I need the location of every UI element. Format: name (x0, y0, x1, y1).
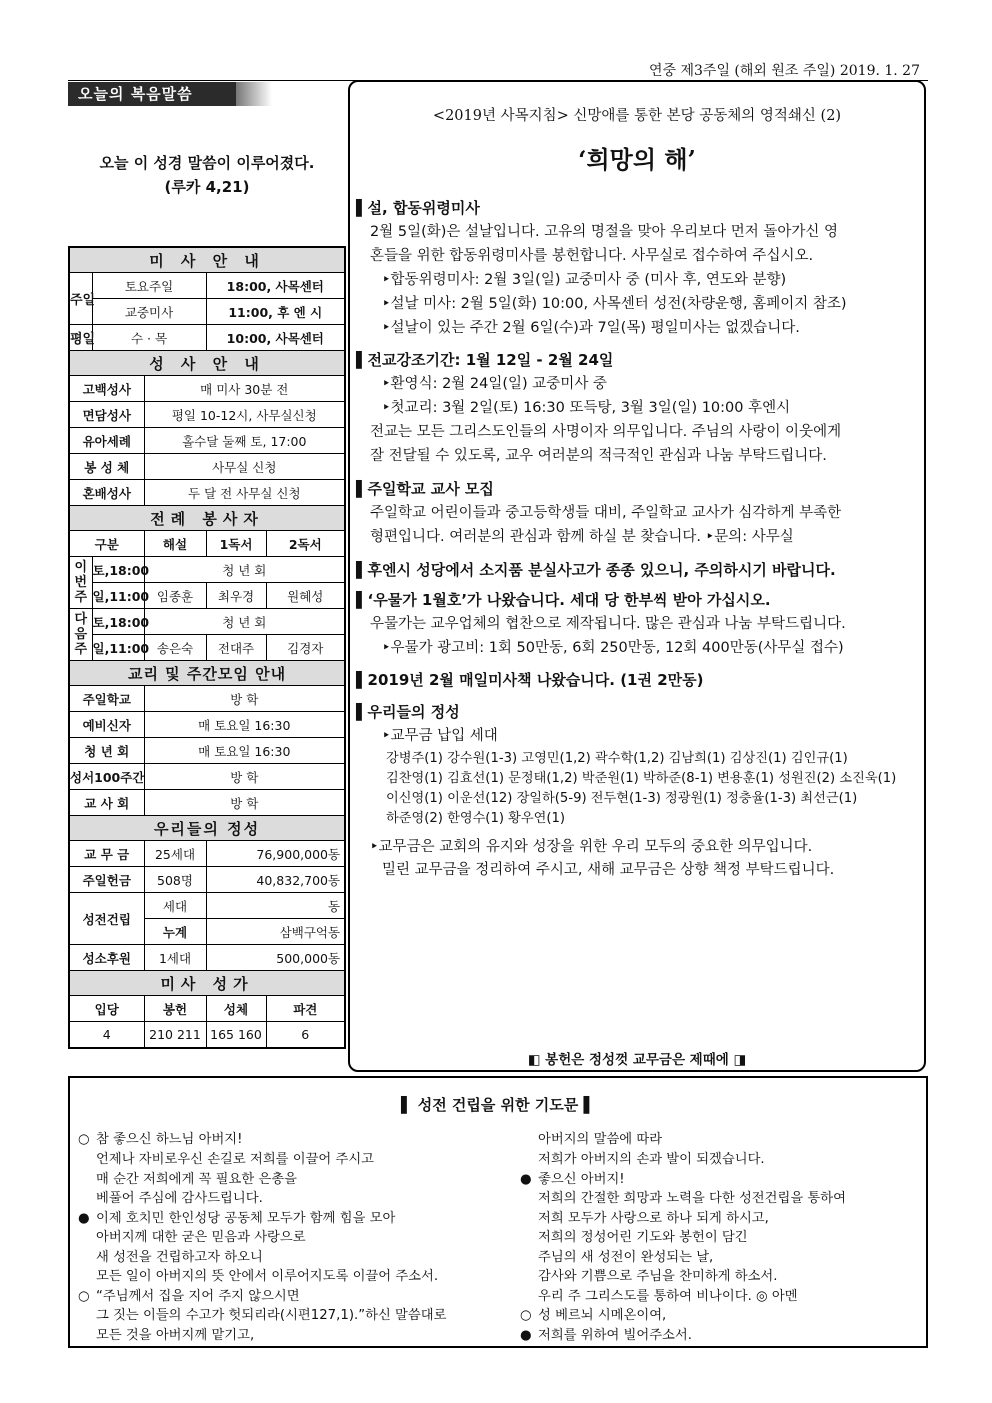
server-name: 김경자 (266, 635, 345, 661)
bullet-item: ‣교무금 납입 세대 (382, 728, 498, 744)
section-heading: ▌후엔시 성당에서 소지품 분실사고가 종종 있으니, 주의하시기 바랍니다. (356, 561, 836, 579)
mass-time: 11:00, 후 엔 시 (206, 299, 345, 325)
prayer-line (78, 1248, 263, 1268)
hymn-header: 파견 (266, 996, 345, 1022)
prayer-mark: ● (78, 1211, 90, 1226)
bullet-item: ‣첫교리: 3월 2일(토) 16:30 또득탕, 3월 3일(일) 10:00 후엔시 (382, 400, 791, 416)
prayer-line (520, 1287, 798, 1307)
paragraph: 잘 전달될 수 있도록, 교우 여러분의 적극적인 관심과 나눔 부탁드립니다. (370, 448, 827, 464)
sunday-label: 주일 (69, 273, 92, 325)
building-count: 세대 (144, 893, 206, 919)
prayer-mark: ○ (78, 1132, 90, 1147)
paragraph: 밀린 교무금을 정리하여 주시고, 새해 교무금은 상향 책정 부탁드립니다. (382, 862, 835, 878)
server-name: 송은숙 (144, 635, 206, 661)
prayer-mark: ● (520, 1328, 532, 1343)
servers-title: 전례 봉사자 (69, 506, 345, 531)
mass-time: 10:00, 사목센터 (206, 325, 345, 351)
offering-count: 508명 (144, 867, 206, 893)
servers-header: 1독서 (206, 531, 266, 557)
education-value: 방 학 (144, 790, 345, 816)
offering-name: 주일헌금 (69, 867, 144, 893)
prayer-text: 성 베르뇌 시메온이여, (538, 1308, 667, 1323)
prayer-line (520, 1189, 846, 1209)
sacrament-value: 평일 10-12시, 사무실신청 (144, 402, 345, 428)
server-name: 임종훈 (144, 583, 206, 609)
bullet-item: ‣환영식: 2월 24일(일) 교중미사 중 (382, 376, 607, 392)
prayer-text: 참 좋으신 하느님 아버지! (96, 1132, 243, 1147)
prayer-line (78, 1326, 254, 1346)
sacrament-name: 봉 성 체 (69, 454, 144, 480)
prayer-line (78, 1150, 374, 1170)
education-value: 매 토요일 16:30 (144, 712, 345, 738)
sacrament-name: 유아세례 (69, 428, 144, 454)
prayer-text: 저희가 아버지의 손과 발이 되겠습니다. (538, 1152, 765, 1167)
prayer-line (520, 1170, 625, 1190)
section-heading: ▌2019년 2월 매일미사책 나왔습니다. (1권 2만동) (356, 671, 704, 689)
education-value: 방 학 (144, 686, 345, 712)
hymn-header: 입당 (69, 996, 144, 1022)
sacrament-name: 혼배성사 (69, 480, 144, 506)
hymn-header: 봉헌 (144, 996, 206, 1022)
donor-names: 하준영(2) 한영수(1) 황우연(1) (386, 811, 566, 826)
bullet-item: ‣우물가 광고비: 1회 50만동, 6회 250만동, 12회 400만동(사무실 접수) (382, 640, 844, 656)
sacrament-name: 면담성사 (69, 402, 144, 428)
prayer-line (78, 1228, 306, 1248)
pastoral-guideline: <2019년 사목지침> 신망애를 통한 본당 공동체의 영적쇄신 (2) (432, 108, 842, 124)
sacrament-value: 매 미사 30분 전 (144, 376, 345, 402)
prayer-line (78, 1267, 438, 1287)
hymn-value: 6 (266, 1022, 345, 1049)
prayer-line (78, 1130, 242, 1150)
server-day: 일,11:00 (92, 635, 144, 661)
offering-amount: 40,832,700동 (206, 867, 345, 893)
offering-name: 교 무 금 (69, 841, 144, 867)
server-day: 토,18:00 (92, 557, 144, 583)
mass-guide-title: 미 사 안 내 (69, 247, 345, 273)
offerings-title: 우리들의 정성 (69, 816, 345, 841)
prayer-line (520, 1150, 765, 1170)
education-name: 예비신자 (69, 712, 144, 738)
gospel-banner-fade (236, 82, 272, 106)
section-heading: ▌‘우물가 1월호’가 나왔습니다. 세대 당 한부씩 받아 가십시오. (356, 591, 771, 609)
prayer-line (78, 1287, 300, 1307)
mass-day: 토요주일 (92, 273, 206, 299)
building-amount: 동 (206, 893, 345, 919)
prayer-text: 아버지께 대한 굳은 믿음과 사랑으로 (96, 1230, 306, 1245)
prayer-text: 그 짓는 이들의 수고가 헛되리라(시편127,1).”하신 말씀대로 (96, 1308, 447, 1323)
sacrament-value: 두 달 전 사무실 신청 (144, 480, 345, 506)
prayer-line (520, 1326, 692, 1346)
sacrament-value: 홀수달 둘째 토, 17:00 (144, 428, 345, 454)
donor-names: 이신영(1) 이운선(12) 장일하(5-9) 전두현(1-3) 정광원(1) 정충율(1-3) 최선근(1) (386, 791, 858, 806)
prayer-line (520, 1130, 662, 1150)
paragraph: 혼들을 위한 합동위령미사를 봉헌합니다. 사무실로 접수하여 주십시오. (370, 248, 814, 264)
servers-header: 2독서 (266, 531, 345, 557)
prayer-line (78, 1170, 297, 1190)
hymn-header: 성체 (206, 996, 266, 1022)
issue-date-line: 연중 제3주일 (해외 원조 주일) 2019. 1. 27 (649, 63, 920, 79)
prayer-line (78, 1306, 446, 1326)
bullet-item: ‣설날이 있는 주간 2월 6일(수)과 7일(목) 평일미사는 없겠습니다. (382, 320, 800, 336)
hymns-title: 미사 성가 (69, 971, 345, 996)
prayer-text: 좋으신 아버지! (538, 1172, 625, 1187)
this-week-label: 이번주 (69, 557, 92, 609)
year-title: ‘희망의 해’ (578, 145, 696, 174)
section-heading: ▌전교강조기간: 1월 12일 - 2월 24일 (356, 351, 614, 369)
prayer-mark: ○ (78, 1289, 90, 1304)
server-youth: 청 년 회 (144, 557, 345, 583)
donor-names: 김찬영(1) 김효선(1) 문정태(1,2) 박준원(1) 박하준(8-1) 변용훈(1) 성원진(2) 소진욱(1) (386, 771, 897, 786)
education-value: 방 학 (144, 764, 345, 790)
prayer-text: 언제나 자비로우신 손길로 저희를 이끌어 주시고 (96, 1152, 375, 1167)
servers-header: 해설 (144, 531, 206, 557)
server-day: 일,11:00 (92, 583, 144, 609)
prayer-text: 저희의 정성어린 기도와 봉헌이 담긴 (538, 1230, 748, 1245)
offering-count: 25세대 (144, 841, 206, 867)
offering-count: 1세대 (144, 945, 206, 971)
prayer-text: 이제 호치민 한인성당 공동체 모두가 함께 힘을 모아 (96, 1211, 396, 1226)
hymn-value: 4 (69, 1022, 144, 1049)
education-title: 교리 및 주간모임 안내 (69, 661, 345, 686)
offering-name: 성소후원 (69, 945, 144, 971)
prayer-text: 매 순간 저희에게 꼭 필요한 은총을 (96, 1172, 297, 1187)
paragraph: 우물가는 교우업체의 협찬으로 제작됩니다. 많은 관심과 나눔 부탁드립니다. (370, 616, 846, 632)
sacrament-title: 성 사 안 내 (69, 351, 345, 376)
prayer-line (520, 1248, 713, 1268)
prayer-text: 모든 것을 아버지께 맡기고, (96, 1328, 255, 1343)
mass-day: 교중미사 (92, 299, 206, 325)
paragraph: 2월 5일(화)은 설날입니다. 고유의 명절을 맞아 우리보다 먼저 돌아가신 영 (370, 224, 839, 240)
building-amount: 삼백구억동 (206, 919, 345, 945)
prayer-line (520, 1209, 769, 1229)
building-count: 누계 (144, 919, 206, 945)
server-name: 전대주 (206, 635, 266, 661)
prayer-text: 주님의 새 성전이 완성되는 날, (538, 1250, 714, 1265)
server-name: 최우경 (206, 583, 266, 609)
education-value: 매 토요일 16:30 (144, 738, 345, 764)
bullet-item: ‣교무금은 교회의 유지와 성장을 위한 우리 모두의 중요한 의무입니다. (370, 839, 813, 855)
weekday-label: 평일 (69, 325, 92, 351)
offering-amount: 76,900,000동 (206, 841, 345, 867)
server-name: 원혜성 (266, 583, 345, 609)
hymn-value: 210 211 (144, 1022, 206, 1049)
section-heading: ▌설, 합동위령미사 (356, 199, 480, 217)
gospel-banner: 오늘의 복음말씀 (68, 82, 246, 106)
server-day: 토,18:00 (92, 609, 144, 635)
building-label: 성전건립 (69, 893, 144, 945)
next-week-label: 다음주 (69, 609, 92, 661)
sacrament-value: 사무실 신청 (144, 454, 345, 480)
gospel-reference: (루카 4,21) (164, 178, 250, 196)
sacrament-name: 고백성사 (69, 376, 144, 402)
prayer-text: 새 성전을 건립하고자 하오니 (96, 1250, 263, 1265)
parish-info-table (68, 246, 346, 1049)
section-heading: ▌주일학교 교사 모집 (356, 480, 494, 498)
paragraph: 주일학교 어린이들과 중고등학생들 대비, 주일학교 교사가 심각하게 부족한 (370, 505, 842, 521)
prayer-mark: ● (520, 1172, 532, 1187)
prayer-text: 모든 일이 아버지의 뜻 안에서 이루어지도록 이끌어 주소서. (96, 1269, 439, 1284)
prayer-line (78, 1189, 263, 1209)
paragraph: 전교는 모든 그리스도인들의 사명이자 의무입니다. 주님의 사랑이 이웃에게 (370, 424, 842, 440)
prayer-text: 저희를 위하여 빌어주소서. (538, 1328, 692, 1343)
prayer-title: ▌ 성전 건립을 위한 기도문 ▌ (400, 1096, 596, 1114)
gospel-verse: 오늘 이 성경 말씀이 이루어졌다. (99, 154, 315, 172)
prayer-mark: ○ (520, 1308, 532, 1323)
prayer-line (520, 1267, 778, 1287)
prayer-text: 베풀어 주심에 감사드립니다. (96, 1191, 263, 1206)
prayer-text: 감사와 기쁨으로 주님을 찬미하게 하소서. (538, 1269, 778, 1284)
education-name: 주일학교 (69, 686, 144, 712)
mass-day: 수 · 목 (92, 325, 206, 351)
bullet-item: ‣설날 미사: 2월 5일(화) 10:00, 사목센터 성전(차량운행, 홈페이지 참조) (382, 296, 847, 312)
offering-slogan: ◧ 봉헌은 정성껏 교무금은 제때에 ◨ (527, 1052, 747, 1068)
section-heading: ▌우리들의 정성 (356, 703, 460, 721)
education-name: 성서100주간 (69, 764, 144, 790)
mass-time: 18:00, 사목센터 (206, 273, 345, 299)
server-youth: 청 년 회 (144, 609, 345, 635)
bullet-item: ‣합동위령미사: 2월 3일(일) 교중미사 중 (미사 후, 연도와 분향) (382, 272, 787, 288)
donor-names: 강병주(1) 강수원(1-3) 고영민(1,2) 곽수학(1,2) 김남희(1) 김상진(1) 김인규(1) (386, 751, 848, 766)
education-name: 교 사 회 (69, 790, 144, 816)
offering-amount: 500,000동 (206, 945, 345, 971)
paragraph: 형편입니다. 여러분의 관심과 함께 하실 분 찾습니다. ‣문의: 사무실 (370, 529, 794, 545)
prayer-line (520, 1306, 666, 1326)
prayer-line (78, 1209, 395, 1229)
education-name: 청 년 회 (69, 738, 144, 764)
prayer-text: 아버지의 말씀에 따라 (538, 1132, 663, 1147)
servers-header: 구분 (69, 531, 144, 557)
prayer-line (520, 1228, 748, 1248)
prayer-text: 저희의 간절한 희망과 노력을 다한 성전건립을 통하여 (538, 1191, 846, 1206)
prayer-text: 우리 주 그리스도를 통하여 비나이다. ◎ 아멘 (538, 1289, 798, 1304)
hymn-value: 165 160 (206, 1022, 266, 1049)
prayer-text: “주님께서 집을 지어 주지 않으시면 (96, 1289, 300, 1304)
prayer-text: 저희 모두가 사랑으로 하나 되게 하시고, (538, 1211, 769, 1226)
